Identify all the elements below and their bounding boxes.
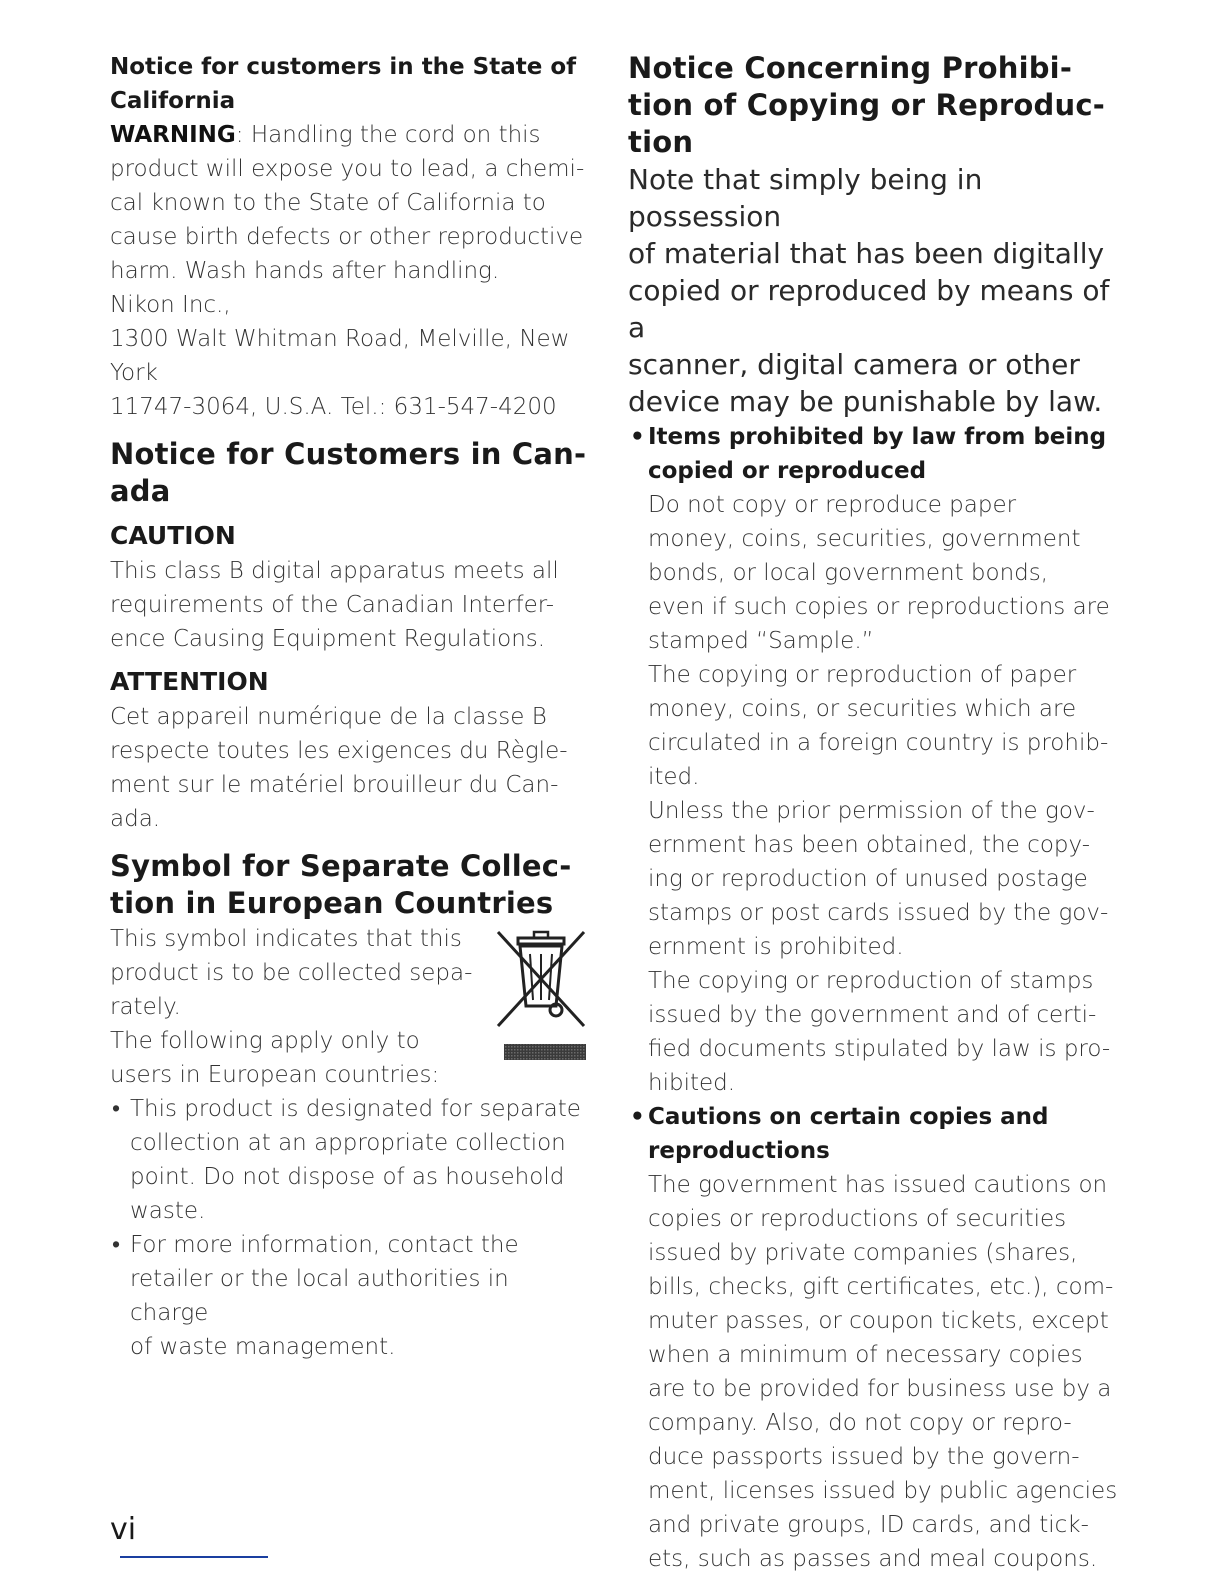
item-title: Cautions on certain copies and reproductions [648, 1104, 1049, 1164]
attention-text: Cet appareil numérique de la classe B respecte toutes les exigences du Règle- ment sur le matériel brouilleur du Can- ada. [110, 704, 568, 832]
caution-text: This class B digital apparatus meets all requirements of the Canadian Interfer- ence Causing Equipment Regulations. [110, 558, 559, 652]
item-body: Do not copy or reproduce paper money, coins, securities, government bonds, or local government bonds, even if such copies or reproductions are stamped “Sample.” The copying or reproduction of paper money, coins, or securities which are circulated in a foreign country is prohib- ited. Unless the prior permission of the gov- ernment has been obtained, the copy- ing or reproduction of unused postage stamps or post cards issued by the gov- ernment is prohibited. The copying or reproduction of stamps issued by the government and of certi- fied documents stipulated by law is pro- hibited. [648, 492, 1111, 1096]
list-item [628, 1100, 1118, 1576]
copying-items-list [628, 420, 1118, 1576]
california-notice [110, 50, 590, 424]
page-divider [120, 1556, 268, 1558]
bullet-glyph: • [630, 1104, 645, 1130]
california-title: Notice for customers in the State of California [110, 54, 577, 114]
bullet-glyph: • [112, 1096, 121, 1122]
caution-label: CAUTION [110, 521, 236, 550]
left-column [110, 50, 590, 1364]
list-item [628, 420, 1118, 1100]
copying-heading: Notice Concerning Prohibi- tion of Copying or Reproduc- tion [628, 51, 1105, 159]
item-body: The government has issued cautions on copies or reproductions of securities issued by private companies (shares, bills, checks, gift certificates, etc.), com- muter passes, or coupon tickets, except when a minimum of necessary copies are to be provided for business use by a company. Also, do not copy or repro- duce passports issued by the govern- ment, licenses issued by public agencies and private groups, ID cards, and tick- ets, such as passes and meal coupons. [648, 1172, 1118, 1572]
warning-label: WARNING [110, 122, 236, 148]
copying-intro-text: Note that simply being in possession of material that has been digitally copied or reproduced by means of a scanner, digital camera or other device may be punishable by law. [628, 163, 1110, 418]
item-title: Items prohibited by law from being copied or reproduced [648, 424, 1107, 484]
separate-collection-notice [110, 848, 590, 1364]
list-item: • This product is designated for separate collection at an appropriate collection point. Do not dispose of as household waste. [110, 1092, 590, 1228]
right-column [628, 50, 1118, 1576]
symbol-intro-text: This symbol indicates that this product is to be collected sepa- rately. The following apply only to users in European countries: [110, 926, 473, 1088]
california-warning-text: WARNING: Handling the cord on this product will expose you to lead, a chemi- cal known to the State of California to cause birth defects or other reproductive harm. Wash hands after handling. Nikon Inc., 1300 Walt Whitman Road, Melville, New York 11747-3064, U.S.A. Tel.: 631-547-4200 [110, 122, 585, 420]
page-number: vi [110, 1512, 137, 1547]
crossed-out-wheelie-bin-icon [490, 926, 590, 1071]
symbol-heading: Symbol for Separate Collec- tion in European Countries [110, 849, 572, 920]
canada-notice [110, 436, 590, 836]
bullet-glyph: • [112, 1232, 121, 1258]
attention-label: ATTENTION [110, 667, 269, 696]
list-item: • For more information, contact the retailer or the local authorities in charge of waste management. [110, 1228, 590, 1364]
bullet-glyph: • [630, 424, 645, 450]
eu-bullet-list [110, 1092, 590, 1364]
canada-heading: Notice for Customers in Can- ada [110, 437, 587, 508]
